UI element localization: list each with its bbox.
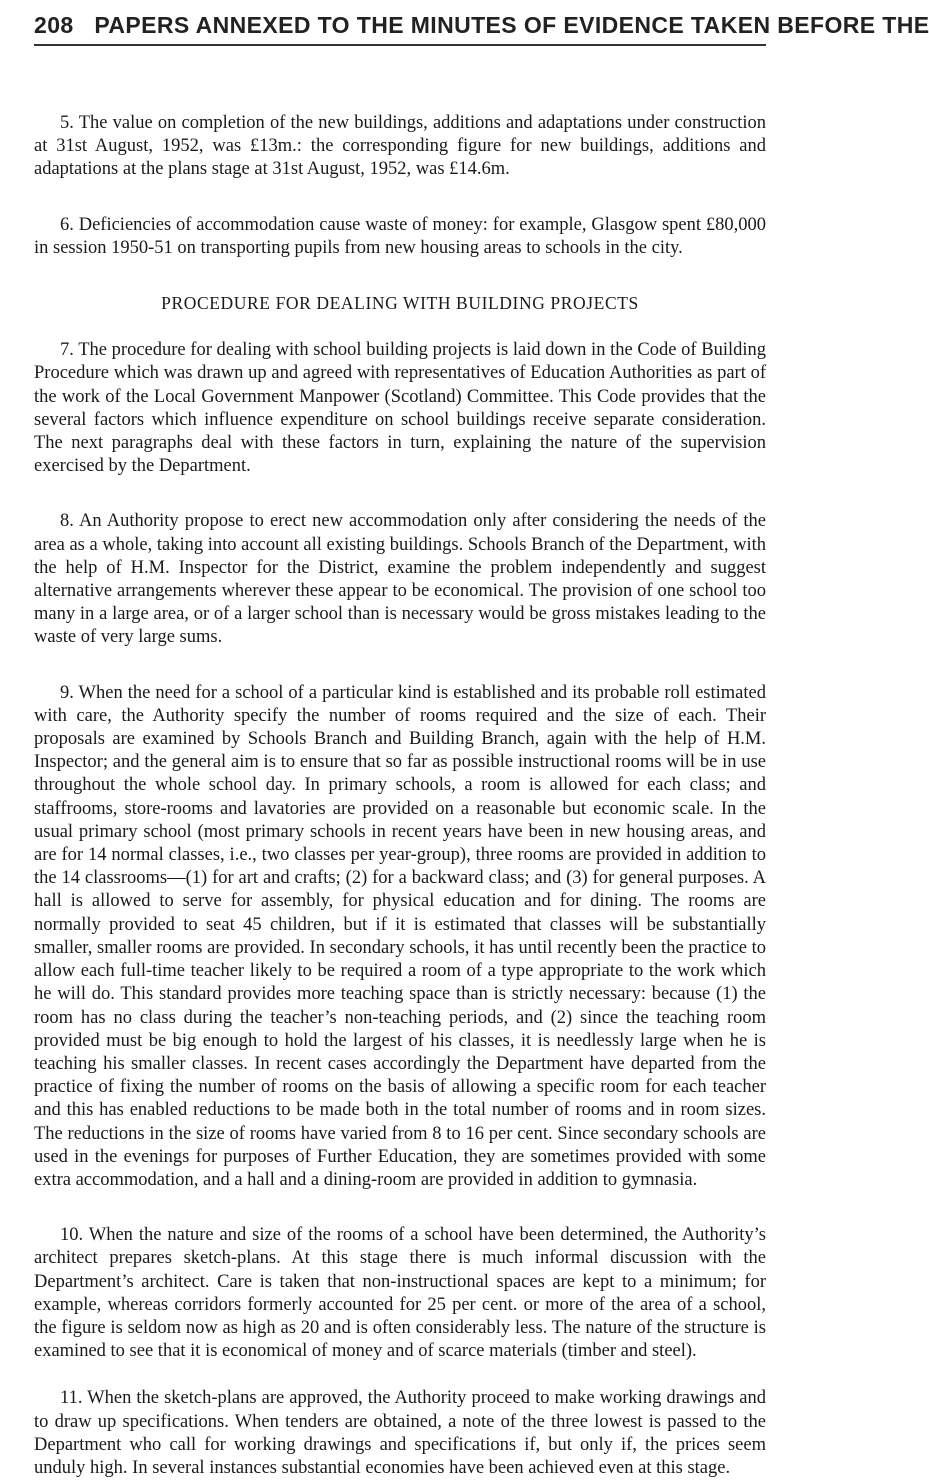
paragraph-5: 5. The value on completion of the new buildings, additions and adaptations under construction at 31st August, 1952, was £13m.: the corresponding figure for new buildings, additions and adaptations at the plans stage at 31st August, 1952, was £14.6m.	[34, 113, 766, 180]
paragraph-9: 9. When the need for a school of a particular kind is established and its probable roll estimated with care, the Authority specify the number of rooms required and the size of each. Their proposals are examined by Schools Branch and Building Branch, again with the help of H.M. Inspector; and the general aim is to ensure that so far as possible instructional rooms will be in use throughout the whole school day. In primary schools, a room is allowed for each class; and staffrooms, store-rooms and lavatories are provided on a reasonable but economic scale. In the usual primary school (most primary schools in recent years have been in new housing areas, and are for 14 normal classes, i.e., two classes per year-group), three rooms are provided in addition to the 14 classrooms—(1) for art and crafts; (2) for a backward class; and (3) for general purposes. A hall is allowed to serve for assembly, for physical education and for dining. The rooms are normally provided to seat 45 children, but if it is estimated that classes will be substantially smaller, smaller rooms are provided. In secondary schools, it has until recently been the practice to allow each full-time teacher likely to be required a room of a type appropriate to the work which he will do. This standard provides more teaching space than is strictly necessary: because (1) the room has no class during the teacher’s non-teaching periods, and (2) since the teaching room provided must be big enough to hold the largest of his classes, it is needlessly large when he is teaching his smaller classes. In recent cases accordingly the Department have departed from the practice of fixing the number of rooms on the basis of allowing a specific room for each teacher and this has enabled reductions to be made both in the total number of rooms and in room sizes. The reductions in the size of rooms have varied from 8 to 16 per cent. Since secondary schools are used in the evenings for purposes of Further Education, they are sometimes provided with some extra accommodation, and a hall and a dining-room are provided in addition to gymnasia.	[34, 682, 766, 1190]
paragraph-6: 6. Deficiencies of accommodation cause waste of money: for example, Glasgow spent £80,000 in session 1950-51 on transporting pupils from new housing areas to schools in the city.	[34, 214, 766, 258]
paragraph-11: 11. When the sketch-plans are approved, the Authority proceed to make working drawings and to draw up specifications. When tenders are obtained, a note of the three lowest is passed to the Department who call for working drawings and specifications if, but only if, the prices seem unduly high. In several instances substantial economies have been achieved even at this stage.	[34, 1388, 766, 1478]
paragraph-7: 7. The procedure for dealing with school building projects is laid down in the Code of Building Procedure which was drawn up and agreed with representatives of Education Authorities as part of the work of the Local Government Manpower (Scotland) Committee. This Code provides that the several factors which influence expenditure on school buildings receive separate consideration. The next paragraphs deal with these factors in turn, explaining the nature of the supervision exercised by the Department.	[34, 340, 766, 477]
running-title: PAPERS ANNEXED TO THE MINUTES OF EVIDENCE TAKEN BEFORE THE	[94, 12, 929, 38]
document-body	[34, 112, 766, 1480]
section-heading: PROCEDURE FOR DEALING WITH BUILDING PROJECTS	[161, 293, 639, 314]
page-number: 208	[34, 12, 74, 38]
header-rule	[34, 44, 766, 46]
paragraph-8: 8. An Authority propose to erect new accommodation only after considering the needs of the area as a whole, taking into account all existing buildings. Schools Branch of the Department, with the help of H.M. Inspector for the District, examine the problem independently and suggest alternative arrangements wherever these appear to be economical. The provision of one school too many in a large area, or of a larger school than is necessary would be gross mistakes leading to the waste of very large sums.	[34, 511, 766, 648]
running-header	[34, 12, 929, 39]
paragraph-10: 10. When the nature and size of the rooms of a school have been determined, the Authority’s architect prepares sketch-plans. At this stage there is much informal discussion with the Department’s architect. Care is taken that non-instructional spaces are kept to a minimum; for example, whereas corridors formerly accounted for 25 per cent. or more of the area of a school, the figure is seldom now as high as 20 and is often considerably less. The nature of the structure is examined to see that it is economical of money and of scarce materials (timber and steel).	[34, 1225, 766, 1362]
